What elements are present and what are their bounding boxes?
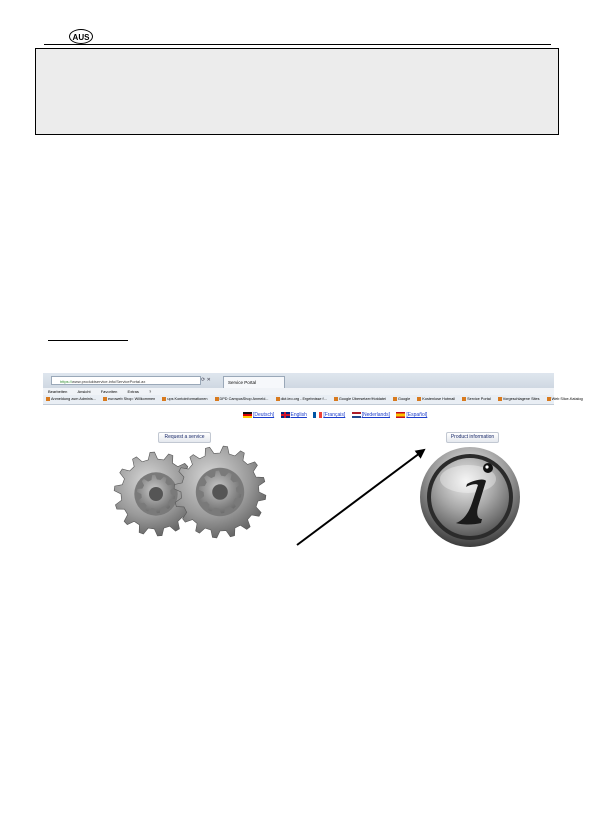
address-url: www.produktservice.info/ServicePortal.ax: [72, 379, 146, 384]
address-prefix: https://: [60, 379, 73, 384]
flag-nl-icon: [352, 412, 361, 418]
favorites-bar: [43, 395, 583, 405]
request-service-button[interactable]: Request a service: [158, 432, 211, 443]
favorite-item[interactable]: Service Portal: [462, 397, 491, 401]
language-es[interactable]: [Español]: [396, 412, 427, 418]
menu-item[interactable]: Favoriten: [100, 389, 118, 394]
refresh-icon[interactable]: ⟳ ✕: [201, 377, 211, 383]
flag-de-icon: [243, 412, 252, 418]
product-information-button[interactable]: Product information: [446, 432, 499, 443]
favorite-item[interactable]: Web Slice-Katalog: [547, 397, 583, 401]
favorite-item[interactable]: euroweb Shop: Willkommen: [103, 397, 155, 401]
flag-es-icon: [396, 412, 405, 418]
browser-tab-bar: [43, 373, 554, 388]
browser-screenshot: [43, 373, 583, 568]
language-fr[interactable]: [Français]: [313, 412, 345, 418]
language-selector: [243, 412, 432, 418]
favorite-item[interactable]: ups Kontoinformationen: [162, 397, 207, 401]
header-rule: [44, 44, 551, 45]
favorite-item[interactable]: Google: [393, 397, 410, 401]
favorite-item[interactable]: Google Übersetzer/Hotdatei: [334, 397, 386, 401]
note-box: [35, 48, 559, 135]
tab-title: Service Portal: [228, 380, 257, 385]
menu-item[interactable]: Bearbeiten: [48, 389, 68, 394]
language-nl[interactable]: [Nederlands]: [352, 412, 390, 418]
gears-icon[interactable]: [108, 444, 268, 544]
menu-item[interactable]: Extras: [127, 389, 139, 394]
tab-service-portal[interactable]: [223, 376, 285, 388]
menu-bar: [43, 388, 554, 395]
aus-badge: AUS: [69, 29, 93, 44]
favorite-item[interactable]: Anmeldung zum Adminis...: [46, 397, 96, 401]
language-de[interactable]: [Deutsch]: [243, 412, 274, 418]
favorite-item[interactable]: Kostenlose Hotmail: [417, 397, 455, 401]
flag-fr-icon: [313, 412, 322, 418]
favorite-item[interactable]: Vorgeschlagene Sites: [498, 397, 540, 401]
language-en[interactable]: English: [281, 412, 307, 418]
menu-item[interactable]: ?: [149, 389, 152, 394]
flag-gb-icon: [281, 412, 290, 418]
address-bar[interactable]: [51, 376, 201, 385]
heading-underline: [48, 340, 128, 341]
menu-item[interactable]: Ansicht: [77, 389, 91, 394]
info-icon[interactable]: [418, 445, 522, 549]
favorite-item[interactable]: dict.leo.org - Ergebnisse f...: [276, 397, 327, 401]
favorite-item[interactable]: DPD CampusShop Anmeld...: [215, 397, 269, 401]
